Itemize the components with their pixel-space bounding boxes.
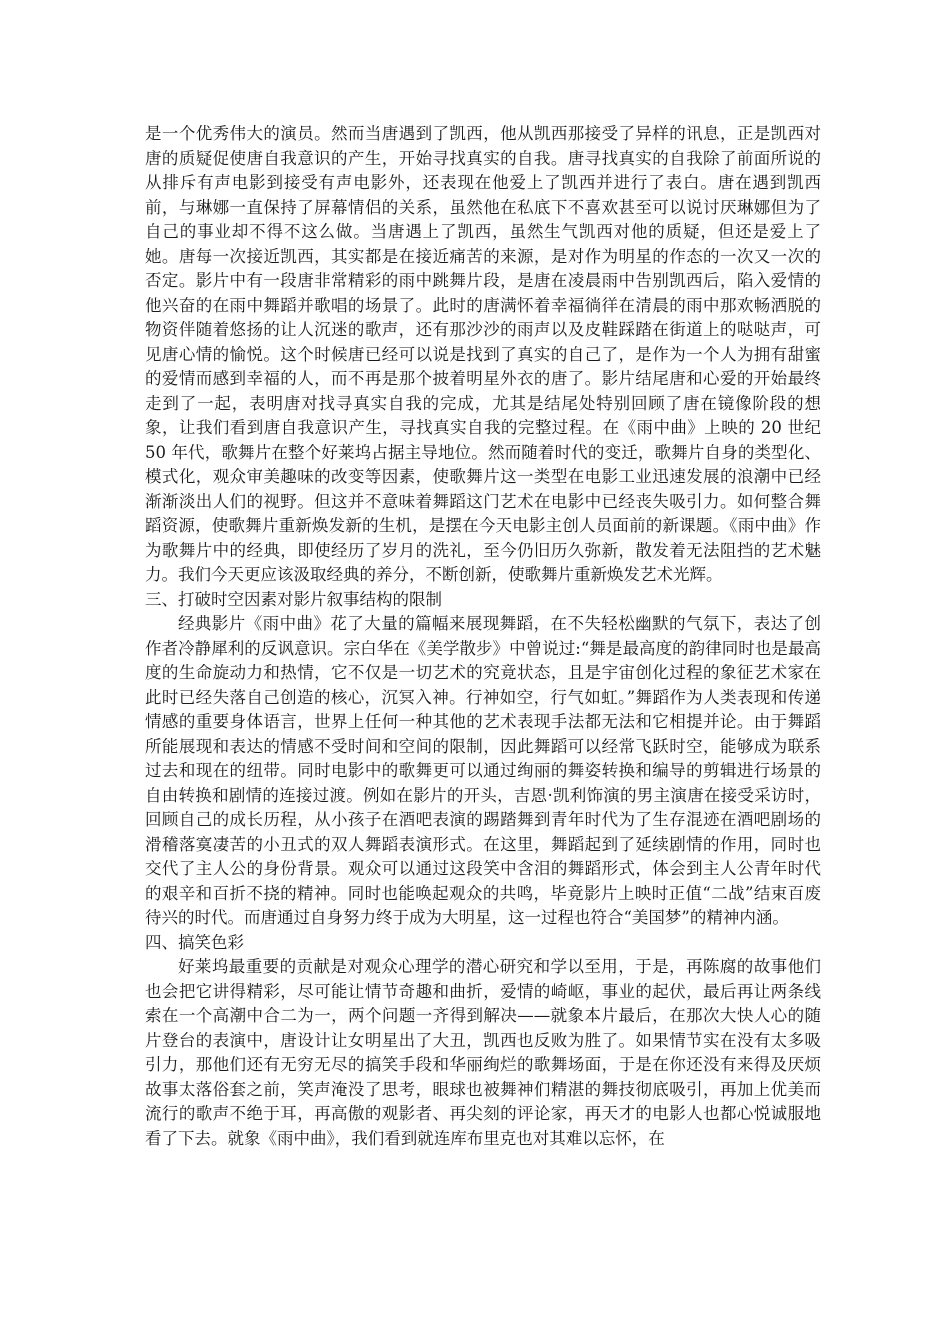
section-heading-3: 三、打破时空因素对影片叙事结构的限制 bbox=[145, 589, 442, 609]
body-paragraph-section-4: 好莱坞最重要的贡献是对观众心理学的潜心研究和学以至用，于是，再陈腐的故事他们也会把它讲得精彩，尽可能让情节奇趣和曲折，爱情的崎岖，事业的起伏，最后再让两条线索在一个高潮中合二为一，两个问题一齐得到解决——就象本片最后，在那次大快人心的随片登台的表演中，唐设计让女明星出了大丑，凯西也反败为胜了。如果情节实在没有太多吸引力，那他们还有无穷无尽的搞笑手段和华丽绚烂的歌舞场面，于是在你还没有来得及厌烦故事太落俗套之前，笑声淹没了思考，眼球也被舞神们精湛的舞技彻底吸引，再加上优美而流行的歌声不绝于耳，再高傲的观影者、再尖刻的评论家，再天才的电影人也都心悦诚服地看了下去。就象《雨中曲》，我们看到就连库布里克也对其难以忘怀，在 bbox=[145, 957, 821, 1148]
body-paragraph-section-3: 经典影片《雨中曲》花了大量的篇幅来展现舞蹈，在不失轻松幽默的气氛下，表达了创作者冷静犀利的反讽意识。宗白华在《美学散步》中曾说过:“舞是最高度的韵律同时也是最高度的生命旋动力和热情，它不仅是一切艺术的究竟状态，且是宇宙创化过程的象征艺术家在此时已经失落自己创造的核心，沉冥入神。行神如空，行气如虹。”舞蹈作为人类表现和传递情感的重要身体语言，世界上任何一种其他的艺术表现手法都无法和它相提并论。由于舞蹈所能展现和表达的情感不受时间和空间的限制，因此舞蹈可以经常飞跃时空，能够成为联系过去和现在的纽带。同时电影中的歌舞更可以通过绚丽的舞姿转换和编导的剪辑进行场景的自由转换和剧情的连接过渡。例如在影片的开头，吉恩·凯利饰演的男主演唐在接受采访时，回顾自己的成长历程，从小孩子在酒吧表演的踢踏舞到青年时代为了生存混迹在酒吧剧场的滑稽落寞凄苦的小丑式的双人舞蹈表演形式。在这里，舞蹈起到了延续剧情的作用，同时也交代了主人公的身份背景。观众可以通过这段笑中含泪的舞蹈形式，体会到主人公青年时代的艰辛和百折不挠的精神。同时也能唤起观众的共鸣，毕竟影片上映时正值“二战”结束百废待兴的时代。而唐通过自身努力终于成为大明星，这一过程也符合“美国梦”的精神内涵。 bbox=[145, 614, 821, 927]
document-body bbox=[145, 122, 821, 1151]
section-heading-4: 四、搞笑色彩 bbox=[145, 932, 244, 952]
body-paragraph-continued: 是一个优秀伟大的演员。然而当唐遇到了凯西，他从凯西那接受了异样的讯息，正是凯西对唐的质疑促使唐自我意识的产生，开始寻找真实的自我。唐寻找真实的自我除了前面所说的从排斥有声电影到接受有声电影外，还表现在他爱上了凯西并进行了表白。唐在遇到凯西前，与琳娜一直保持了屏幕情侣的关系，虽然他在私底下不喜欢甚至可以说讨厌琳娜但为了自己的事业却不得不这么做。当唐遇上了凯西，虽然生气凯西对他的质疑，但还是爱上了她。唐每一次接近凯西，其实都是在接近痛苦的来源，是对作为明星的作态的一次又一次的否定。影片中有一段唐非常精彩的雨中跳舞片段，是唐在凌晨雨中告别凯西后，陷入爱情的他兴奋的在雨中舞蹈并歌唱的场景了。此时的唐满怀着幸福徜徉在清晨的雨中那欢畅洒脱的物资伴随着悠扬的让人沉迷的歌声，还有那沙沙的雨声以及皮鞋踩踏在街道上的哒哒声，可见唐心情的愉悦。这个时候唐已经可以说是找到了真实的自己了，是作为一个人为拥有甜蜜的爱情而感到幸福的人，而不再是那个披着明星外衣的唐了。影片结尾唐和心爱的开始最终走到了一起，表明唐对找寻真实自我的完成，尤其是结尾处特别回顾了唐在镜像阶段的想象，让我们看到唐自我意识产生，寻找真实自我的完整过程。在《雨中曲》上映的 20 世纪 50 年代，歌舞片在整个好莱坞占据主导地位。然而随着时代的变迁，歌舞片自身的类型化、模式化，观众审美趣味的改变等因素，使歌舞片这一类型在电影工业迅速发展的浪潮中已经渐渐淡出人们的视野。但这并不意味着舞蹈这门艺术在电影中已经丧失吸引力。如何整合舞蹈资源，使歌舞片重新焕发新的生机，是摆在今天电影主创人员面前的新课题。《雨中曲》作为歌舞片中的经典，即使经历了岁月的洗礼，至今仍旧历久弥新，散发着无法阻挡的艺术魅力。我们今天更应该汲取经典的养分，不断创新，使歌舞片重新焕发艺术光辉。 bbox=[145, 124, 821, 584]
